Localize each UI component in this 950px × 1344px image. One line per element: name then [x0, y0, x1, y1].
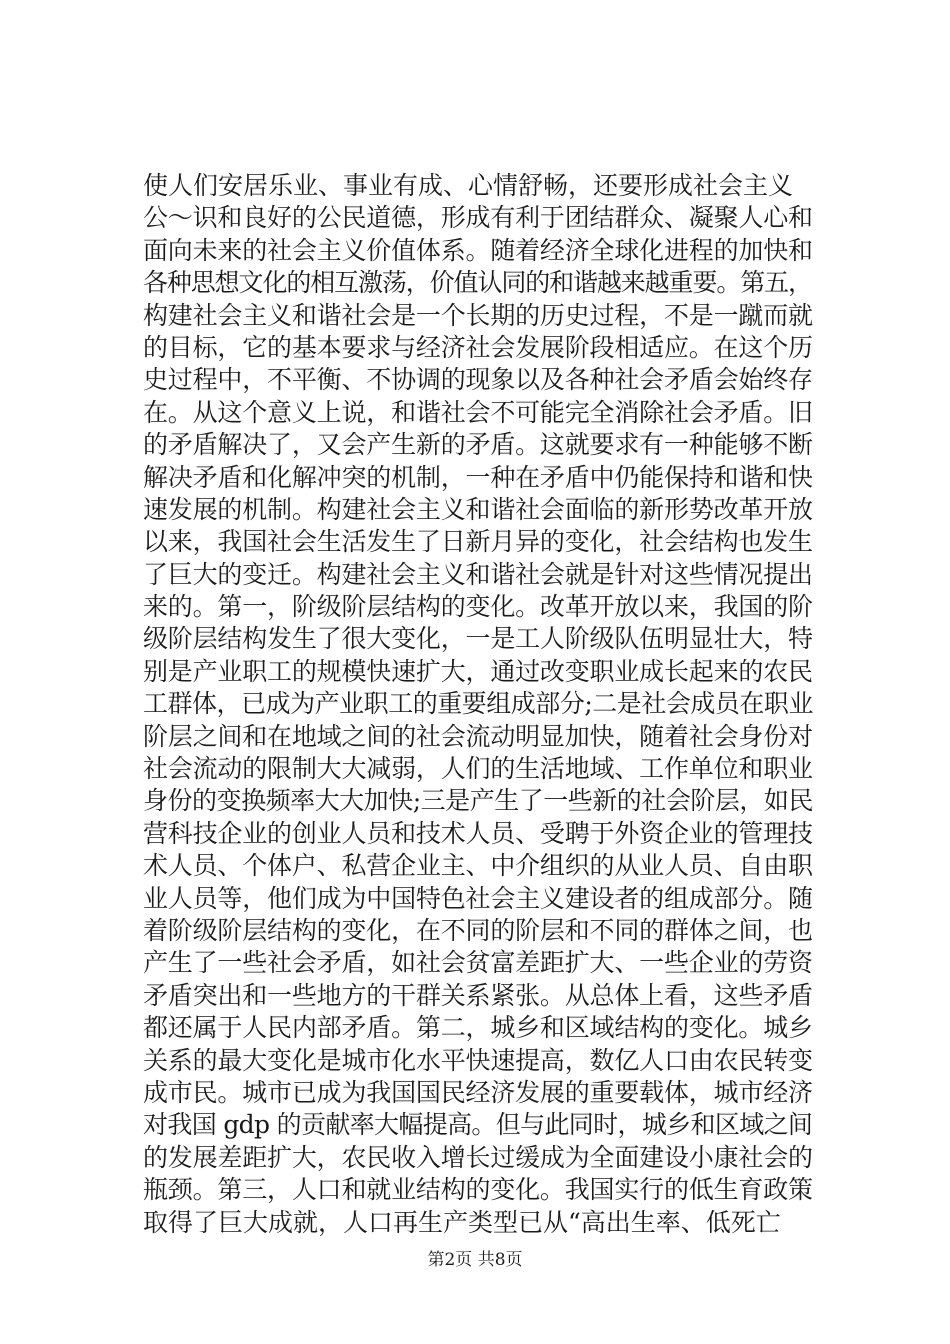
page-footer: 第2页 共8页 [427, 1250, 523, 1270]
text-line: 的矛盾解决了，又会产生新的矛盾。这就要求有一种能够不断 [143, 430, 813, 460]
text-line: 在。从这个意义上说，和谐社会不可能完全消除社会矛盾。旧 [143, 397, 813, 427]
text-line: 术人员、个体户、私营企业主、中介组织的从业人员、自由职 [143, 851, 813, 881]
text-line: 身份的变换频率大大加快;三是产生了一些新的社会阶层，如民 [143, 786, 813, 816]
text-line: 业人员等，他们成为中国特色社会主义建设者的组成部分。随 [143, 883, 813, 913]
text-line: 瓶颈。第三，人口和就业结构的变化。我国实行的低生育政策 [143, 1175, 813, 1205]
text-line: 构建社会主义和谐社会是一个长期的历史过程，不是一蹴而就 [143, 300, 813, 330]
text-line: 面向未来的社会主义价值体系。随着经济全球化进程的加快和 [143, 235, 813, 265]
body-paragraph [143, 170, 813, 1239]
text-line: 别是产业职工的规模快速扩大，通过改变职业成长起来的农民 [143, 656, 813, 686]
text-line: 取得了巨大成就，人口再生产类型已从“高出生率、低死亡 [143, 1207, 781, 1237]
text-line: 对我国 gdp 的贡献率大幅提高。但与此同时，城乡和区域之间 [143, 1110, 813, 1140]
text-line: 速发展的机制。构建社会主义和谐社会面临的新形势改革开放 [143, 494, 813, 524]
text-line: 了巨大的变迁。构建社会主义和谐社会就是针对这些情况提出 [143, 559, 813, 589]
text-line: 的目标，它的基本要求与经济社会发展阶段相适应。在这个历 [143, 332, 813, 362]
text-line: 解决矛盾和化解冲突的机制，一种在矛盾中仍能保持和谐和快 [143, 462, 813, 492]
text-line: 阶层之间和在地域之间的社会流动明显加快，随着社会身份对 [143, 721, 813, 751]
text-line: 产生了一些社会矛盾，如社会贫富差距扩大、一些企业的劳资 [143, 948, 813, 978]
text-line: 社会流动的限制大大减弱，人们的生活地域、工作单位和职业 [143, 754, 813, 784]
text-line: 矛盾突出和一些地方的干群关系紧张。从总体上看，这些矛盾 [143, 980, 813, 1010]
text-line: 着阶级阶层结构的变化，在不同的阶层和不同的群体之间，也 [143, 915, 813, 945]
text-line: 以来，我国社会生活发生了日新月异的变化，社会结构也发生 [143, 527, 813, 557]
text-line: 史过程中，不平衡、不协调的现象以及各种社会矛盾会始终存 [143, 365, 813, 395]
text-line: 成市民。城市已成为我国国民经济发展的重要载体，城市经济 [143, 1077, 813, 1107]
text-line: 公～识和良好的公民道德，形成有利于团结群众、凝聚人心和 [143, 203, 813, 233]
text-line: 关系的最大变化是城市化水平快速提高，数亿人口由农民转变 [143, 1045, 813, 1075]
text-line: 级阶层结构发生了很大变化，一是工人阶级队伍明显壮大，特 [143, 624, 813, 654]
text-line: 都还属于人民内部矛盾。第二，城乡和区域结构的变化。城乡 [143, 1013, 813, 1043]
text-line: 各种思想文化的相互激荡，价值认同的和谐越来越重要。第五， [143, 268, 812, 298]
text-line: 使人们安居乐业、事业有成、心情舒畅，还要形成社会主义 [143, 171, 794, 200]
text-line: 来的。第一，阶级阶层结构的变化。改革开放以来，我国的阶 [143, 592, 813, 622]
text-line: 工群体，已成为产业职工的重要组成部分;二是社会成员在职业 [143, 689, 813, 719]
text-line: 的发展差距扩大，农民收入增长过缓成为全面建设小康社会的 [143, 1142, 813, 1172]
text-line: 营科技企业的创业人员和技术人员、受聘于外资企业的管理技 [143, 818, 813, 848]
